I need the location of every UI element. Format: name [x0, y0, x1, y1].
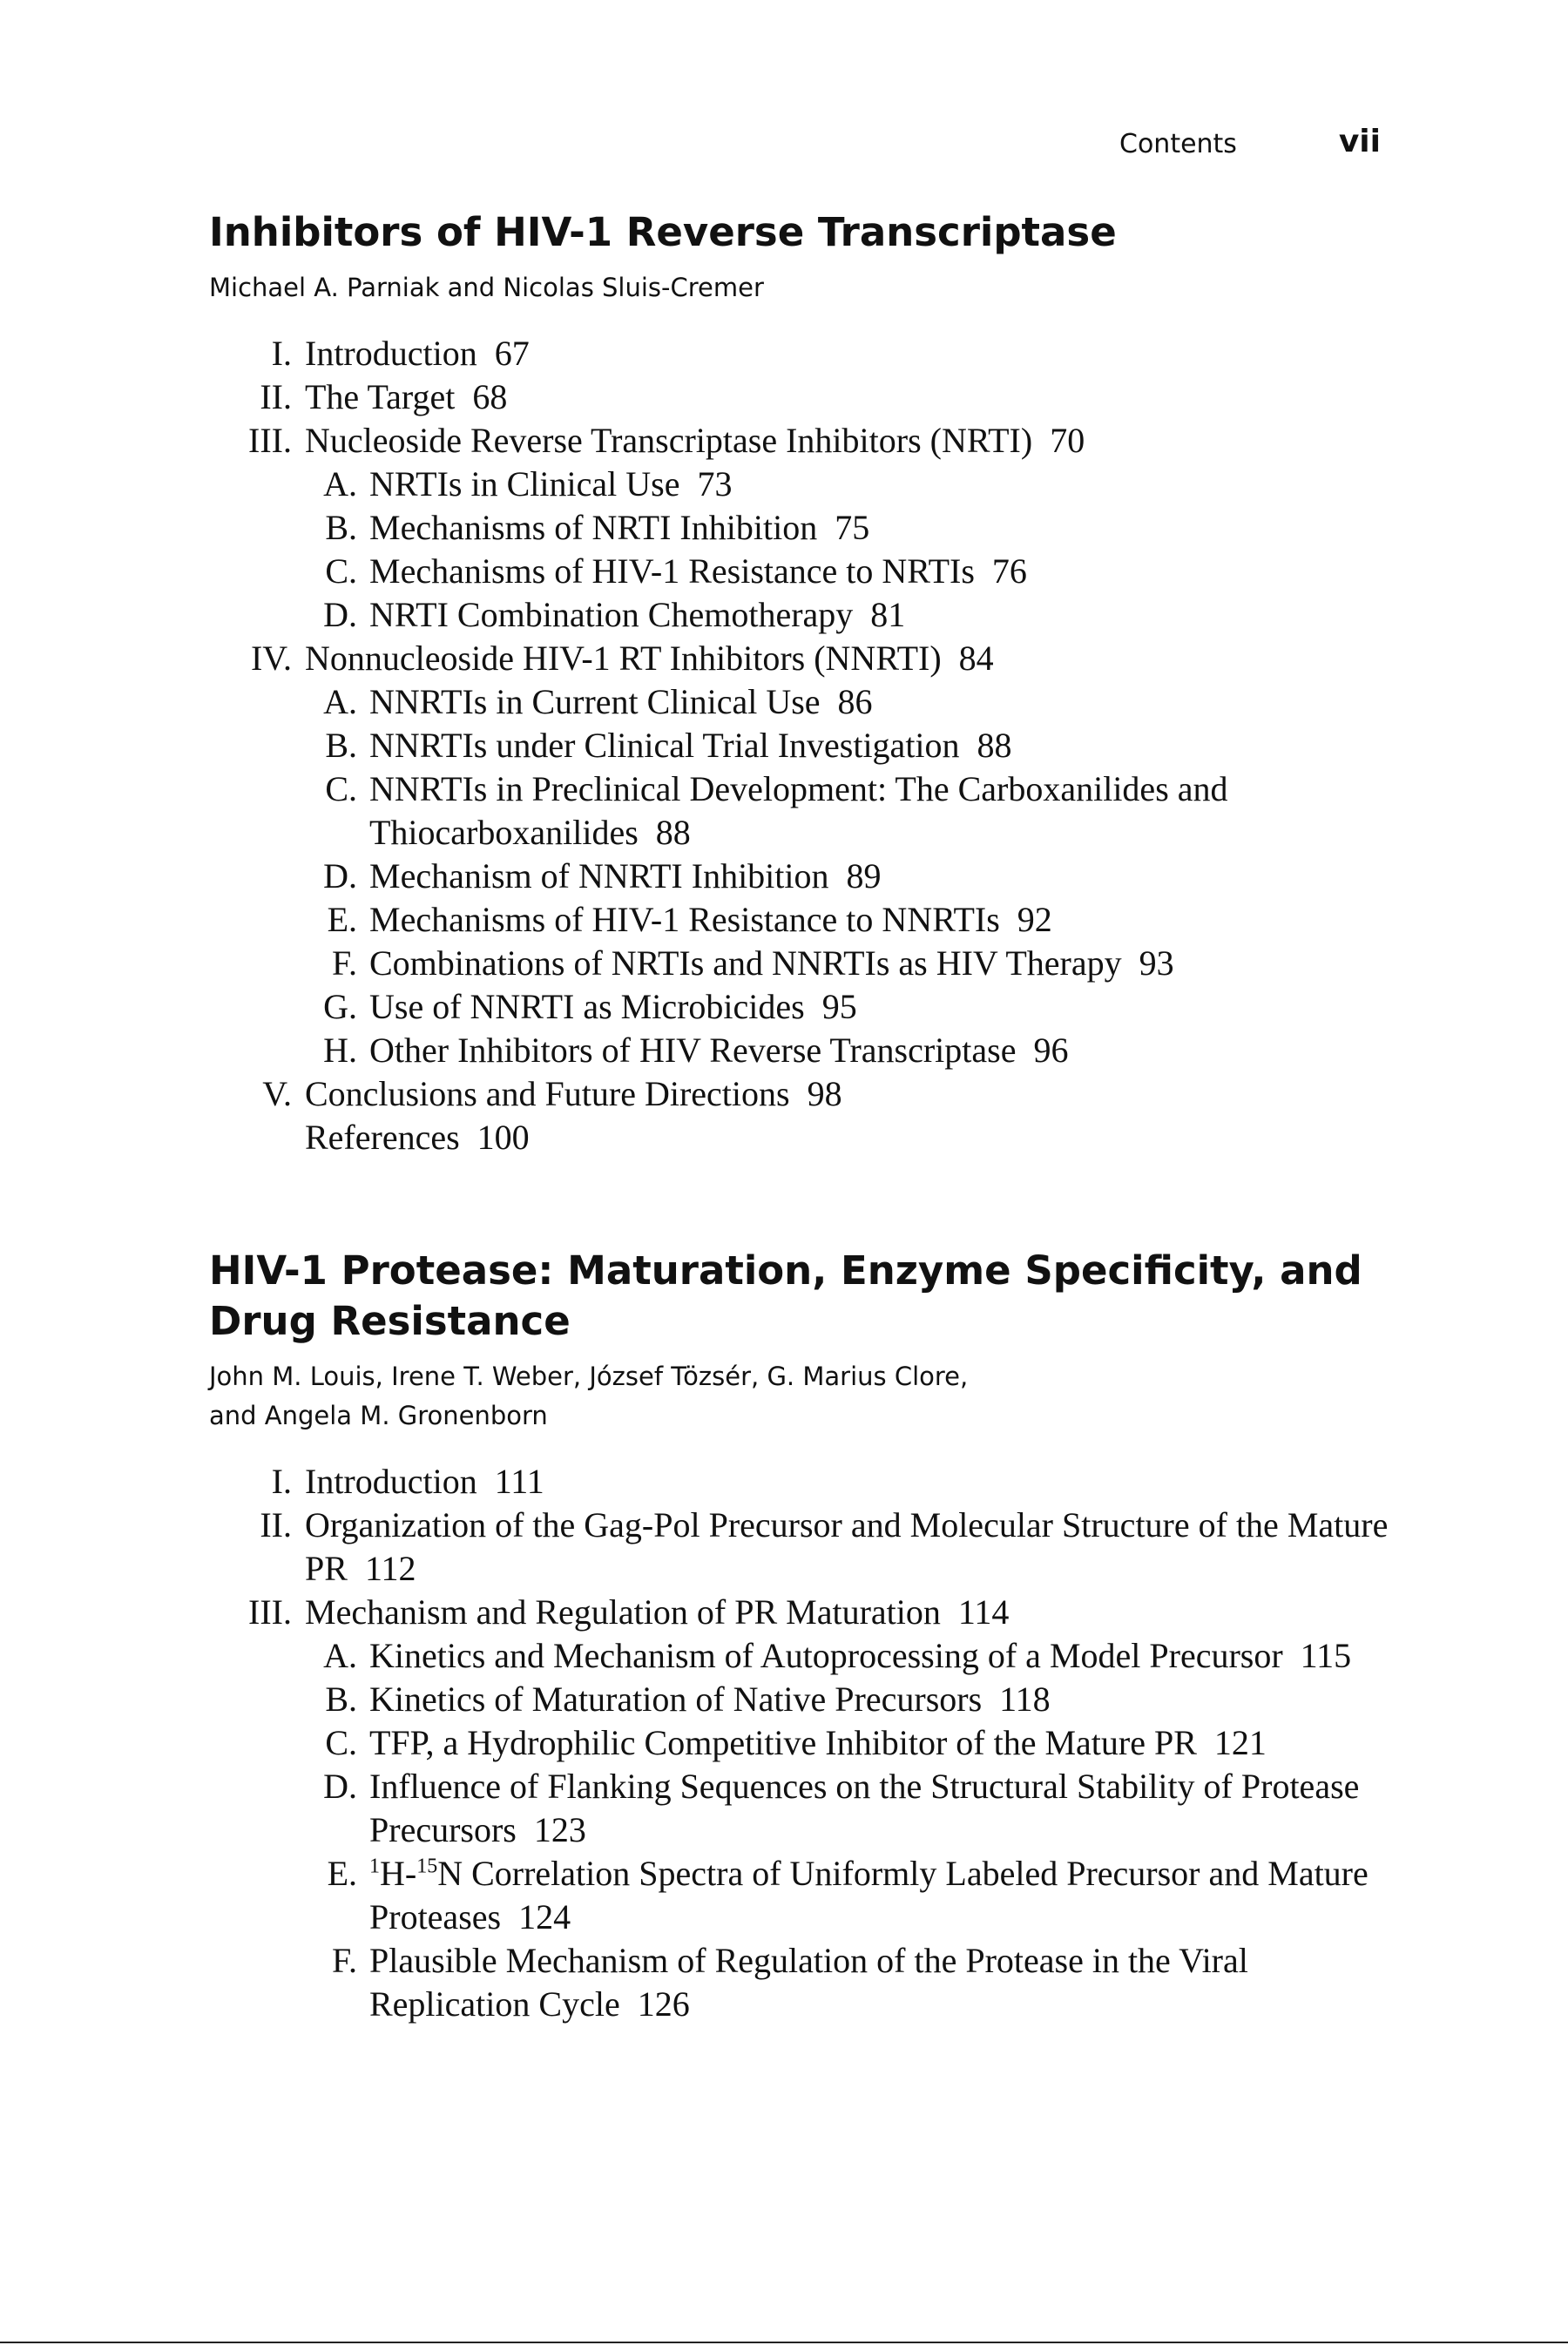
entry-page: 76: [991, 551, 1027, 591]
entry-page: 126: [637, 1984, 690, 2024]
toc-list: [209, 332, 1411, 1159]
entry-title: Mechanism of NNRTI Inhibition: [369, 856, 829, 896]
author-line: and Angela M. Gronenborn: [209, 1401, 548, 1430]
entry-marker: I.: [271, 334, 292, 373]
toc-entry: [209, 724, 1411, 767]
entry-title: Mechanism and Regulation of PR Maturation: [305, 1592, 941, 1632]
entry-page: 98: [807, 1074, 842, 1113]
entry-title: Introduction: [305, 334, 477, 373]
entry-marker: I.: [271, 1462, 292, 1501]
running-head-label: Contents: [1119, 129, 1237, 159]
toc-entry: [209, 767, 1411, 855]
entry-title: NNRTIs in Current Clinical Use: [369, 682, 821, 721]
entry-title: Mechanisms of NRTI Inhibition: [369, 508, 818, 547]
page-number: vii: [1338, 124, 1381, 159]
entry-marker: H.: [323, 1031, 357, 1070]
entry-title: Use of NNRTI as Microbicides: [369, 987, 805, 1026]
entry-marker: IV.: [250, 639, 292, 678]
toc-entry: [209, 637, 1411, 680]
entry-title: Mechanisms of HIV-1 Resistance to NNRTIs: [369, 900, 1000, 939]
entry-page: 75: [835, 508, 870, 547]
entry-page: 86: [837, 682, 873, 721]
toc-entry: [209, 898, 1411, 942]
entry-marker: A.: [323, 682, 357, 721]
entry-page: 111: [494, 1462, 544, 1501]
entry-title: Other Inhibitors of HIV Reverse Transcriptase: [369, 1031, 1017, 1070]
entry-title: Combinations of NRTIs and NNRTIs as HIV Therapy: [369, 943, 1122, 983]
toc-entry: [209, 332, 1411, 375]
entry-marker: C.: [325, 769, 357, 808]
entry-title: Mechanisms of HIV-1 Resistance to NRTIs: [369, 551, 975, 591]
entry-title: NNRTIs under Clinical Trial Investigation: [369, 726, 960, 765]
entry-page: 92: [1017, 900, 1052, 939]
entry-title: Introduction: [305, 1462, 477, 1501]
entry-page: 124: [518, 1897, 571, 1936]
entry-marker: III.: [248, 1592, 292, 1632]
entry-page: 123: [533, 1810, 586, 1849]
toc-entry: [209, 1504, 1411, 1591]
chapter-reverse-transcriptase: [209, 207, 1411, 1159]
chapter-title: Inhibitors of HIV-1 Reverse Transcriptase: [209, 209, 1117, 255]
chapter-authors: [209, 1357, 1411, 1436]
toc-entry: [209, 985, 1411, 1029]
entry-page: 112: [364, 1549, 416, 1588]
toc-entry: [209, 1029, 1411, 1072]
entry-page: 67: [494, 334, 530, 373]
entry-page: 118: [999, 1680, 1051, 1719]
entry-title: NRTIs in Clinical Use: [369, 464, 680, 504]
entry-page: 88: [977, 726, 1012, 765]
entry-title: Influence of Flanking Sequences on the Structural Stability of Protease Precursors: [369, 1767, 1360, 1849]
entry-marker: D.: [323, 856, 357, 896]
entry-marker: F.: [331, 943, 357, 983]
entry-marker: II.: [260, 1505, 292, 1544]
entry-title-prefix: H-: [380, 1854, 417, 1893]
toc-entry: [209, 1634, 1411, 1678]
entry-page: 114: [957, 1592, 1010, 1632]
chapter-authors: [209, 268, 1411, 308]
entry-marker: D.: [323, 1767, 357, 1806]
entry-marker: G.: [323, 987, 357, 1026]
entry-title: Kinetics of Maturation of Native Precursors: [369, 1680, 983, 1719]
toc-entry: [209, 1939, 1411, 2026]
entry-title: Conclusions and Future Directions: [305, 1074, 790, 1113]
chapter-title: HIV-1 Protease: Maturation, Enzyme Specificity, and Drug Resistance: [209, 1247, 1362, 1344]
entry-page: 95: [821, 987, 857, 1026]
toc-entry: [209, 375, 1411, 419]
toc-entry: [209, 550, 1411, 593]
entry-title: Nucleoside Reverse Transcriptase Inhibitors (NRTI): [305, 421, 1033, 460]
toc-entry: [209, 1721, 1411, 1765]
entry-title: References: [305, 1118, 460, 1157]
entry-marker: E.: [327, 900, 357, 939]
superscript-15: 15: [416, 1855, 438, 1878]
entry-marker: F.: [331, 1941, 357, 1980]
entry-page: 115: [1300, 1636, 1352, 1675]
entry-title: N Correlation Spectra of Uniformly Labeled Precursor and Mature Proteases: [369, 1854, 1369, 1936]
toc-entry: [209, 419, 1411, 463]
toc-entry: [209, 1591, 1411, 1634]
entry-marker: B.: [325, 508, 357, 547]
toc-entry: [209, 463, 1411, 506]
toc-entry: [209, 1852, 1411, 1939]
toc-entry: [209, 1765, 1411, 1852]
entry-title: Kinetics and Mechanism of Autoprocessing of a Model Precursor: [369, 1636, 1283, 1675]
chapter-protease: [209, 1246, 1411, 2026]
entry-title: NNRTIs in Preclinical Development: The Carboxanilides and Thiocarboxanilides: [369, 769, 1228, 852]
entry-title: Organization of the Gag-Pol Precursor and Molecular Structure of the Mature PR: [305, 1505, 1389, 1588]
entry-page: 88: [655, 813, 691, 852]
entry-marker: V.: [262, 1074, 292, 1113]
entry-marker: E.: [327, 1854, 357, 1893]
superscript-1: 1: [369, 1855, 380, 1878]
entry-page: 68: [472, 377, 508, 416]
entry-marker: II.: [260, 377, 292, 416]
entry-page: 96: [1033, 1031, 1069, 1070]
author-line: John M. Louis, Irene T. Weber, József Tözsér, G. Marius Clore,: [209, 1362, 969, 1391]
entry-page: 73: [697, 464, 733, 504]
entry-title: Plausible Mechanism of Regulation of the Protease in the Viral Replication Cycle: [369, 1941, 1248, 2024]
entry-page: 70: [1050, 421, 1085, 460]
toc-entry: [209, 506, 1411, 550]
toc-entry: [209, 942, 1411, 985]
entry-page: 93: [1139, 943, 1174, 983]
entry-title: NRTI Combination Chemotherapy: [369, 595, 854, 634]
entry-marker: III.: [248, 421, 292, 460]
toc-entry: [209, 1678, 1411, 1721]
toc-entry: [209, 1460, 1411, 1504]
running-head: [1119, 124, 1381, 167]
entry-marker: B.: [325, 726, 357, 765]
bottom-rule: [0, 2342, 1568, 2343]
toc-entry: [209, 680, 1411, 724]
entry-marker: C.: [325, 1723, 357, 1762]
toc-list: [209, 1460, 1411, 2026]
entry-marker: A.: [323, 464, 357, 504]
entry-page: 84: [958, 639, 994, 678]
entry-marker: B.: [325, 1680, 357, 1719]
toc-entry-references: [209, 1116, 1411, 1159]
entry-page: 100: [476, 1118, 530, 1157]
entry-page: 121: [1213, 1723, 1267, 1762]
entry-page: 89: [846, 856, 882, 896]
entry-title: TFP, a Hydrophilic Competitive Inhibitor of the Mature PR: [369, 1723, 1197, 1762]
entry-page: 81: [870, 595, 906, 634]
entry-title: Nonnucleoside HIV-1 RT Inhibitors (NNRTI): [305, 639, 942, 678]
toc-entry: [209, 593, 1411, 637]
toc-entry: [209, 855, 1411, 898]
entry-marker: D.: [323, 595, 357, 634]
entry-marker: A.: [323, 1636, 357, 1675]
entry-marker: C.: [325, 551, 357, 591]
entry-title: The Target: [305, 377, 456, 416]
toc-entry: [209, 1072, 1411, 1116]
author-line: Michael A. Parniak and Nicolas Sluis-Cremer: [209, 273, 764, 302]
